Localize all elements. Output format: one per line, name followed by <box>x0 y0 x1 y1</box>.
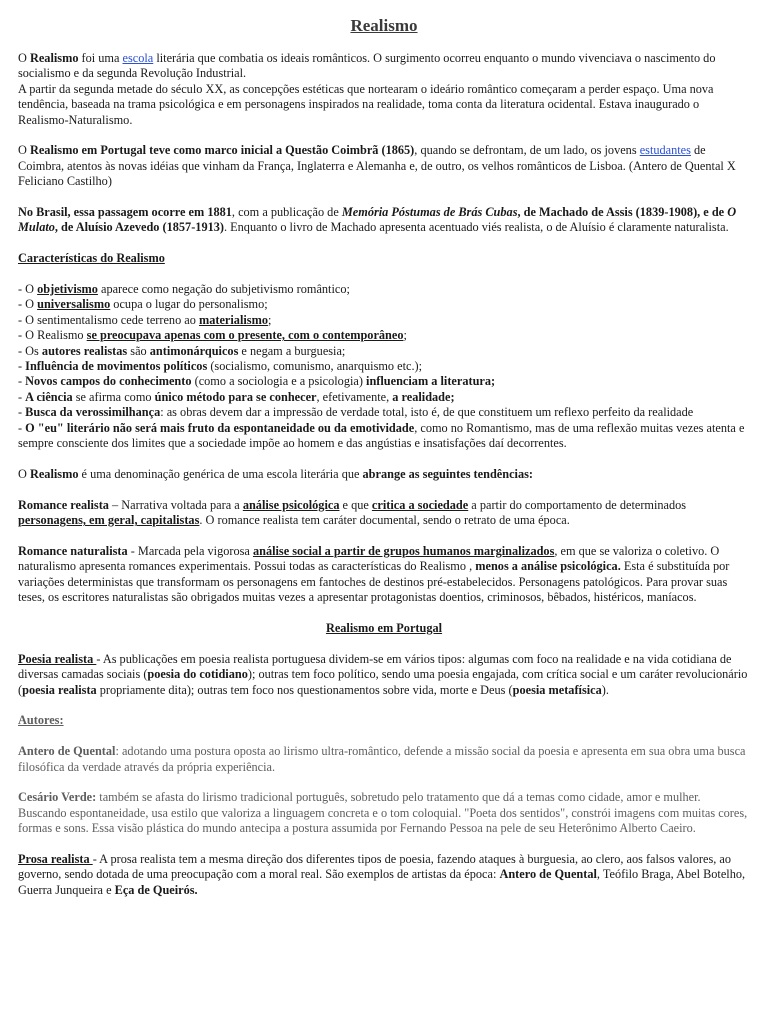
list-item: - Influência de movimentos políticos (socialismo, comunismo, anarquismo etc.); <box>18 359 423 374</box>
book-title: Memória Póstumas de Brás Cubas <box>341 205 518 220</box>
bold-text: Realismo <box>29 51 79 65</box>
bold-text: , de Machado de Assis (1839-1908), e de <box>517 205 728 220</box>
intro-paragraph <box>18 51 750 128</box>
page-title: Realismo <box>350 16 418 35</box>
list-item: - O sentimentalismo cede terreno ao materialismo; <box>18 312 272 327</box>
bold-text: Realismo em Portugal teve como marco inicial a Questão Coimbrã (1865) <box>29 143 415 158</box>
antero-paragraph: Antero de Quental: adotando uma postura oposta ao lirismo ultra-romântico, defende a missão social da poesia e apresenta em sua obra uma busca filosófica da verdade através da própria experiência. <box>18 744 746 774</box>
list-item: - Os autores realistas são antimonárquicos e negam a burguesia; <box>18 343 346 358</box>
prosa-realista-paragraph: Prosa realista - A prosa realista tem a mesma direção dos diferentes tipos de poesia, fazendo ataques à burguesia, ao clero, aos falsos valores, ao governo, sendo dotada de uma preocupação com a moral real. São exemplos de artistas da época: Antero de Quental, Teófilo Braga, Abel Botelho, Guerra Junqueira e Eça de Queirós. <box>18 851 746 897</box>
text: A partir da segunda metade do século XX, as concepções estéticas que nortearam o ideário romântico começaram a perder espaço. Uma nova tendência, baseada na trama psicológica e em personagens inspirados na realidade, toma conta da literatura ocidental. Estava inaugurado o Realismo-Naturalismo. <box>18 81 714 127</box>
portugal-heading: Realismo em Portugal <box>325 620 443 635</box>
characteristics-list <box>18 282 750 451</box>
book-title: O Mulato <box>18 205 737 235</box>
text: , quando se defrontam, de um lado, os jovens <box>414 143 640 158</box>
bold-text: , de Aluísio Azevedo (1857-1913) <box>54 220 224 235</box>
text: literária que combatia os ideais românticos. O surgimento ocorreu enquanto o mundo vivenciava o nascimento do socialismo e da segunda Revolução Industrial. <box>18 51 716 81</box>
portugal-paragraph <box>18 143 750 189</box>
poesia-realista-paragraph: Poesia realista - As publicações em poesia realista portuguesa dividem-se em vários tipos: algumas com foco na realidade e na vida cotidiana de diversas camadas sociais (poesia do cotidiano); outras tem foco político, sendo uma poesia engajada, com crítica social e um caráter revolucionário (poesia realista propriamente dita); outras tem foco nos questionamentos sobre vida, morte e Deus (poesia metafísica). <box>18 651 748 697</box>
list-item: - A ciência se afirma como único método para se conhecer, efetivamente, a realidade; <box>18 389 455 404</box>
estudantes-link[interactable]: estudantes <box>639 143 691 158</box>
text: de Coimbra, atentos às novas idéias que vinham da França, Inglaterra e Alemanha e, de outro, os velhos românticos de Lisboa. (Antero de Quental X Feliciano Castilho) <box>18 143 736 189</box>
list-item: - O objetivismo aparece como negação do subjetivismo romântico; <box>18 282 350 297</box>
text: , com a publicação de <box>231 205 342 220</box>
text: foi uma <box>78 51 123 65</box>
list-item: - Busca da verossimilhança: as obras devem dar a impressão de verdade total, isto é, de que constituem um reflexo perfeito da realidade <box>18 405 694 420</box>
characteristics-heading: Características do Realismo <box>18 251 165 266</box>
escola-link[interactable]: escola <box>122 51 154 65</box>
romance-realista-paragraph: Romance realista – Narrativa voltada para a análise psicológica e que critica a sociedade a partir do comportamento de determinados personagens, em geral, capitalistas. O romance realista tem caráter documental, sendo o retrato de uma época. <box>18 497 687 528</box>
text: O <box>18 51 30 65</box>
list-item: - Novos campos do conhecimento (como a sociologia e a psicologia) influenciam a literatura; <box>18 374 496 389</box>
text: . Enquanto o livro de Machado apresenta acentuado viés realista, o de Aluísio é claramente naturalista. <box>223 220 729 235</box>
list-item: - O universalismo ocupa o lugar do personalismo; <box>18 297 268 312</box>
tendencias-paragraph: O Realismo é uma denominação genérica de uma escola literária que abrange as seguintes tendências: <box>18 466 533 481</box>
cesario-paragraph: Cesário Verde: também se afasta do lirismo tradicional português, sobretudo pelo tratamento que dá a temas como cidade, amor e mulher. Buscando espontaneidade, usa estilo que valoriza a linguagem concreta e o tom coloquial. "Poeta dos sentidos", constrói imagens com muitas cores, formas e sons. Essa visão plástica do mundo antecipa a postura assumida por Fernando Pessoa na pele de seu Heterônimo Alberto Caeiro. <box>18 790 748 836</box>
text: O <box>18 143 30 158</box>
romance-naturalista-paragraph: Romance naturalista - Marcada pela vigorosa análise social a partir de grupos humanos marginalizados, em que se valoriza o coletivo. O naturalismo apresenta romances experimentais. Possui todas as características do Realismo , menos a análise psicológica. Esta é substituída por variações deterministas que transformam os personagens em fantoches de destinos pré-estabelecidos. Personagens patológicos. Para provar suas teses, os escritores naturalistas são obrigados muitas vezes a apresentar protagonistas doentios, criminosos, bêbados, histéricos, maníacos. <box>18 543 730 605</box>
bold-text: No Brasil, essa passagem ocorre em 1881 <box>18 205 232 220</box>
list-item: - O "eu" literário não será mais fruto da espontaneidade ou da emotividade, como no Romantismo, mas de uma reflexão muitas vezes atenta e sempre consciente dos limites que a sociedade impõe ao homem e das angústias e insatisfações daí decorrentes. <box>18 420 745 451</box>
list-item: - O Realismo se preocupava apenas com o presente, com o contemporâneo; <box>18 328 407 343</box>
brasil-paragraph <box>18 205 750 236</box>
autores-heading: Autores: <box>18 713 64 728</box>
